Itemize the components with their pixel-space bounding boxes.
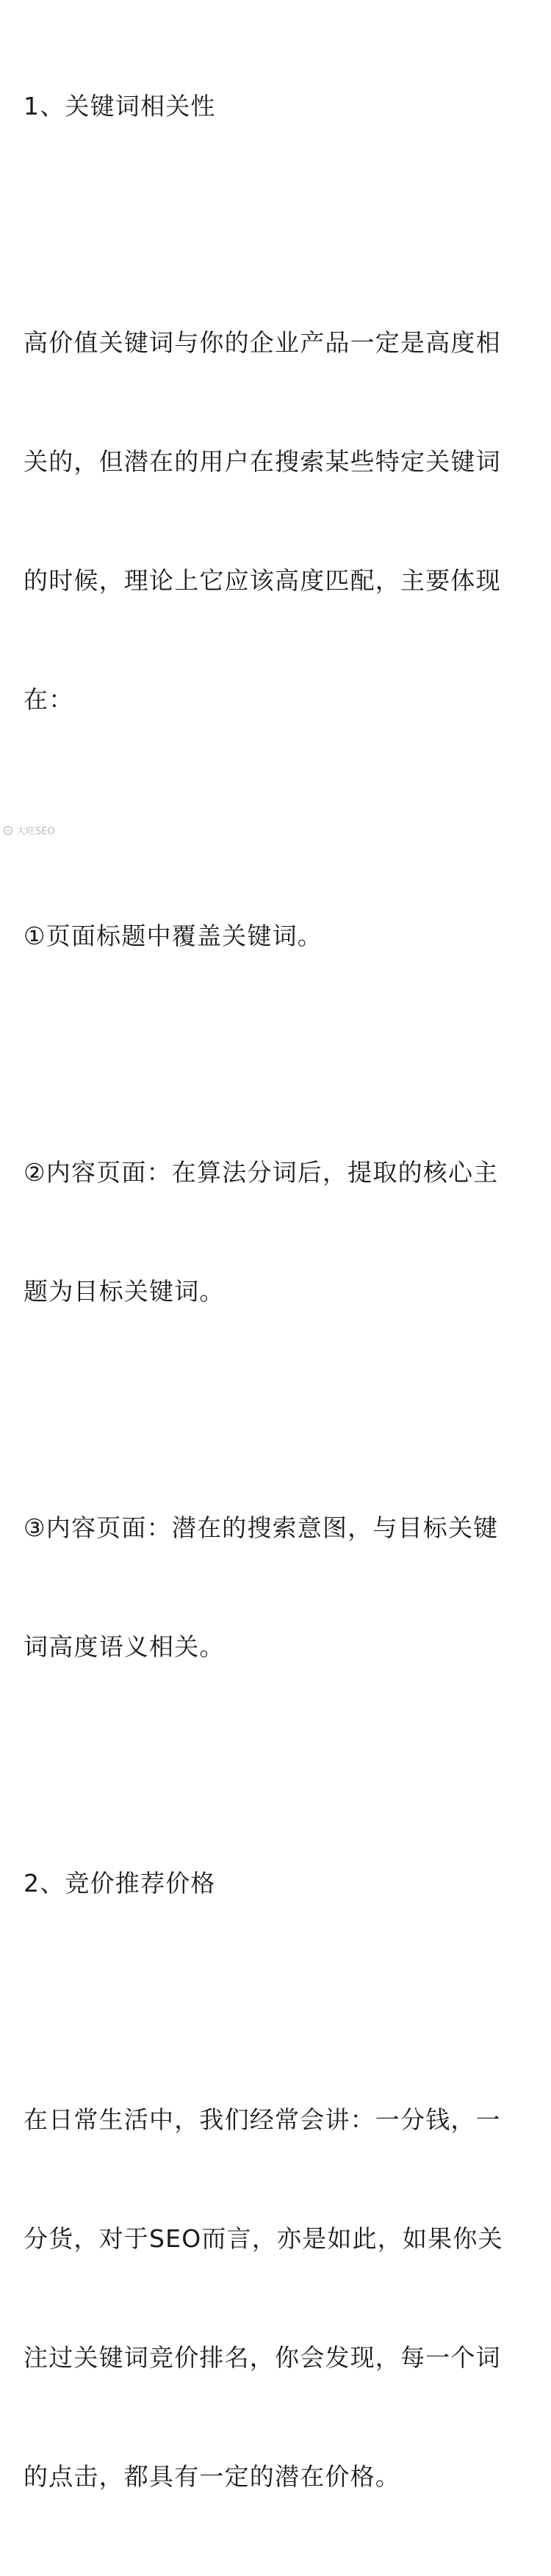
list-item-1 [24,837,530,1035]
text-line: ②内容页面：在算法分词后，提取的核心主 [24,1158,499,1187]
heading-text: 1、关键词相关性 [24,92,216,120]
watermark-text: 大旺SEO [16,826,55,837]
text-line: 的点击，都具有一定的潜在价格。 [24,2462,400,2491]
text-line: 的时候，理论上它应该高度匹配，主要体现 [24,566,501,595]
text-line: ①页面标题中覆盖关键词。 [24,922,323,950]
text-line: 关的，但潜在的用户在搜索某些特定关键词 [24,447,501,476]
paragraph-price [24,2021,530,2576]
text-line: 高价值关键词与你的企业产品一定是高度相 [24,328,501,357]
paragraph-relevance [24,244,530,799]
list-item-3 [24,1429,530,1746]
section-heading-1 [24,7,530,206]
paragraph-gap [24,1035,530,1074]
paragraph-gap [24,1983,530,2021]
text-line: 分货，对于SEO而言，亦是如此，如果你关 [24,2224,503,2253]
list-item-2 [24,1074,530,1391]
paragraph-gap [24,799,530,837]
paragraph-gap [24,1746,530,1784]
text-line: 题为目标关键词。 [24,1277,225,1306]
heading-text: 2、竞价推荐价格 [24,1869,216,1897]
text-line: 注过关键词竞价排名，你会发现，每一个词 [24,2343,501,2372]
text-line: 在： [24,685,74,714]
watermark-logo-icon [3,825,13,836]
section-heading-2 [24,1784,530,1983]
paragraph-gap [24,206,530,244]
watermark [3,823,55,837]
text-line: 在日常生活中，我们经常会讲：一分钱，一 [24,2105,501,2134]
paragraph-gap [24,1391,530,1429]
article-body [24,7,530,2576]
text-line: 词高度语义相关。 [24,1632,225,1661]
text-line: ③内容页面：潜在的搜索意图，与目标关键 [24,1513,499,1542]
